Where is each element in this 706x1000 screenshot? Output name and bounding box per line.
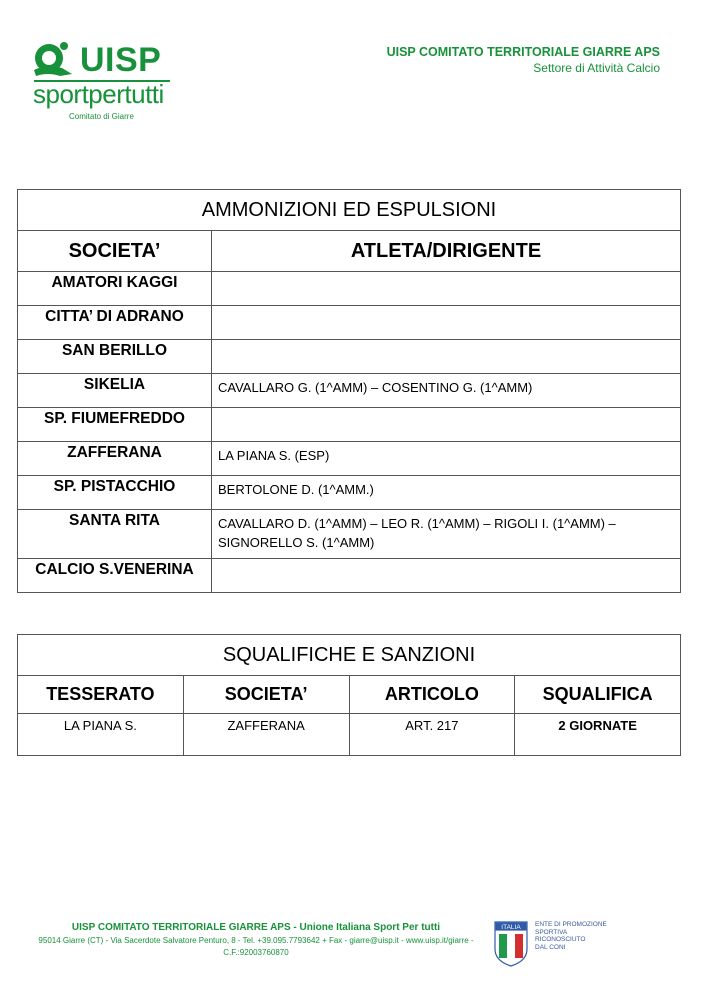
tesserato-cell: LA PIANA S. [18, 714, 184, 756]
squalifica-cell: 2 GIORNATE [515, 714, 681, 756]
atleta-cell: CAVALLARO D. (1^AMM) – LEO R. (1^AMM) – RIGOLI I. (1^AMM) – SIGNORELLO S. (1^AMM) [212, 510, 681, 559]
col-header-squalifica: SQUALIFICA [515, 676, 681, 714]
footer-organization: UISP COMITATO TERRITORIALE GIARRE APS - Unione Italiana Sport Per tutti [71, 922, 441, 933]
atleta-cell: CAVALLARO G. (1^AMM) – COSENTINO G. (1^AMM) [212, 374, 681, 408]
coni-line: ENTE DI PROMOZIONE [535, 921, 607, 928]
table-header-row [18, 676, 681, 714]
atleta-cell: BERTOLONE D. (1^AMM.) [212, 476, 681, 510]
runner-logo-icon [32, 40, 78, 80]
coni-line: DAL CONI [535, 943, 566, 951]
atleta-cell [212, 408, 681, 442]
table-row [18, 306, 681, 340]
ammonizioni-title: AMMONIZIONI ED ESPULSIONI [18, 190, 681, 231]
atleta-cell [212, 559, 681, 593]
societa-cell: SIKELIA [18, 374, 212, 408]
table-row [18, 442, 681, 476]
logo-subtitle: Comitato di Giarre [69, 112, 134, 121]
societa-cell: SP. PISTACCHIO [18, 476, 212, 510]
coni-badge-label: ITALIA [501, 924, 521, 931]
table-row [18, 559, 681, 593]
table-row [18, 510, 681, 559]
uisp-logo [32, 40, 182, 126]
footer-tax-code: C.F.:92003760870 [223, 948, 289, 957]
sector-label: Settore di Attività Calcio [533, 61, 660, 75]
coni-line: RICONOSCIUTO [535, 936, 586, 943]
coni-recognition [535, 921, 607, 951]
logo-brand: UISP [80, 41, 162, 79]
logo-tagline: sportpertutti [33, 79, 164, 109]
coni-shield-icon [494, 921, 528, 967]
organization-title: UISP COMITATO TERRITORIALE GIARRE APS [386, 45, 660, 59]
footer-address: 95014 Giarre (CT) - Via Sacerdote Salvatore Penturo, 8 - Tel. +39.095.7793642 + Fax - giarre@uisp.it - www.uisp.it/giarre - [38, 936, 474, 945]
table-caption-row [18, 190, 681, 231]
ammonizioni-table [17, 189, 681, 593]
table-row [18, 408, 681, 442]
table-caption-row [18, 635, 681, 676]
squalifiche-title: SQUALIFICHE E SANZIONI [18, 635, 681, 676]
table-header-row [18, 231, 681, 272]
societa-cell: ZAFFERANA [18, 442, 212, 476]
societa-cell: SANTA RITA [18, 510, 212, 559]
atleta-cell: LA PIANA S. (ESP) [212, 442, 681, 476]
societa-cell: ZAFFERANA [183, 714, 349, 756]
col-header-tesserato: TESSERATO [18, 676, 184, 714]
atleta-cell [212, 272, 681, 306]
societa-cell: CITTA’ DI ADRANO [18, 306, 212, 340]
table-row [18, 340, 681, 374]
atleta-cell [212, 340, 681, 374]
table-row [18, 374, 681, 408]
articolo-cell: ART. 217 [349, 714, 515, 756]
societa-cell: SAN BERILLO [18, 340, 212, 374]
table-row [18, 476, 681, 510]
col-header-societa: SOCIETA’ [183, 676, 349, 714]
col-header-societa: SOCIETA’ [18, 231, 212, 272]
col-header-atleta: ATLETA/DIRIGENTE [212, 231, 681, 272]
atleta-cell [212, 306, 681, 340]
table-row [18, 272, 681, 306]
squalifiche-table [17, 634, 681, 756]
col-header-articolo: ARTICOLO [349, 676, 515, 714]
table-row [18, 714, 681, 756]
header-organization [387, 44, 660, 76]
societa-cell: AMATORI KAGGI [18, 272, 212, 306]
societa-cell: SP. FIUMEFREDDO [18, 408, 212, 442]
societa-cell: CALCIO S.VENERINA [18, 559, 212, 593]
coni-line: SPORTIVA [535, 928, 568, 936]
footer [36, 921, 476, 959]
